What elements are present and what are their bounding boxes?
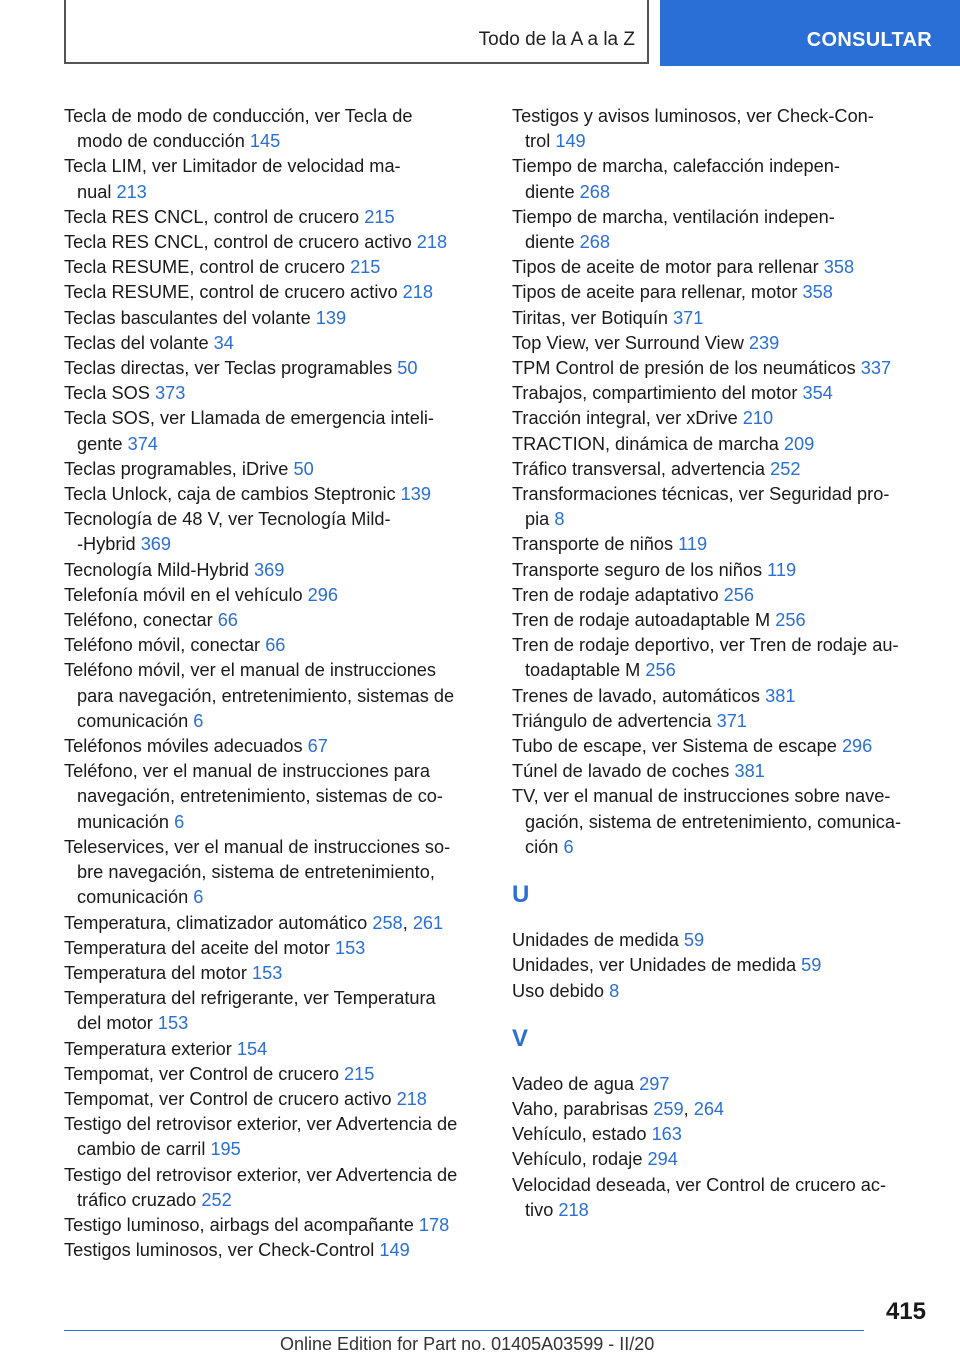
- index-entry: [64, 658, 484, 734]
- index-entry-text: TRACTION, dinámica de marcha: [512, 433, 779, 454]
- index-entry: [512, 734, 932, 759]
- page-reference-link[interactable]: 50: [397, 358, 418, 379]
- page-reference-link[interactable]: 119: [767, 559, 797, 580]
- page-reference-link[interactable]: 34: [213, 332, 234, 353]
- page-reference-link[interactable]: 369: [254, 559, 285, 580]
- index-entry: [512, 280, 932, 305]
- index-entry: [64, 482, 484, 507]
- page-reference-link[interactable]: 354: [802, 383, 833, 404]
- index-entry: [64, 961, 484, 986]
- page-reference-link[interactable]: 252: [201, 1189, 232, 1210]
- index-entry-text: toadaptable M: [525, 660, 641, 681]
- index-entry-text: nual: [77, 181, 112, 202]
- index-entry-text: cambio de carril: [77, 1139, 206, 1160]
- index-entry: [64, 1062, 484, 1087]
- index-entry-text: Teclas del volante: [64, 332, 209, 353]
- page-reference-link[interactable]: 6: [563, 836, 574, 857]
- index-entry-text: Temperatura del aceite del motor: [64, 937, 330, 958]
- page-reference-link[interactable]: 59: [801, 955, 822, 976]
- page-reference-link[interactable]: 215: [364, 206, 395, 227]
- page-reference-link[interactable]: 296: [841, 736, 873, 757]
- index-entry: [512, 205, 932, 255]
- index-entry-text: Tempomat, ver Control de crucero activo: [64, 1088, 392, 1109]
- page-reference-link[interactable]: 264: [693, 1098, 725, 1119]
- index-entry-text: Unidades de medida: [512, 930, 679, 951]
- index-entry: [512, 381, 932, 406]
- index-entry-text: Teléfono móvil, ver el manual de instrucciones: [64, 660, 437, 681]
- consult-button-label: CONSULTAR: [806, 29, 932, 51]
- page-reference-link[interactable]: 210: [742, 408, 774, 429]
- index-entry: [512, 1173, 932, 1223]
- page-reference-link[interactable]: 149: [555, 131, 586, 152]
- index-entry-text: Tubo de escape, ver Sistema de escape: [512, 736, 837, 757]
- page-reference-link[interactable]: 258: [372, 912, 403, 933]
- index-letter-heading: V: [512, 1024, 529, 1052]
- page-reference-link[interactable]: 218: [558, 1199, 589, 1220]
- index-entry: [512, 709, 932, 734]
- index-entry: [64, 1112, 484, 1162]
- index-entry-text: Trenes de lavado, automáticos: [512, 685, 761, 706]
- index-entry-text: Tiempo de marcha, calefacción indepen-: [512, 156, 840, 177]
- page-reference-link[interactable]: 8: [554, 509, 565, 530]
- index-entry-text: Tecla SOS: [64, 383, 150, 404]
- index-entry: [64, 583, 484, 608]
- page-number: 415: [885, 1298, 926, 1325]
- index-entry-text: Teclas programables, iDrive: [64, 458, 289, 479]
- index-entry: [512, 457, 932, 482]
- index-entry-text: Top View, ver Surround View: [512, 332, 744, 353]
- page-reference-link[interactable]: 373: [154, 383, 186, 404]
- index-entry-text: Testigos luminosos, ver Check-Control: [64, 1240, 375, 1261]
- index-entry-text: comunicación: [77, 710, 189, 731]
- index-entry: [512, 684, 932, 709]
- index-entry-text: Transporte de niños: [512, 534, 674, 555]
- index-entry: [64, 633, 484, 658]
- index-entry-text: TV, ver el manual de instrucciones sobre nave-: [512, 786, 891, 807]
- page-reference-link[interactable]: 6: [174, 811, 185, 832]
- index-entry-text: Uso debido: [512, 980, 605, 1001]
- index-entry-text: Vaho, parabrisas: [512, 1098, 649, 1119]
- page-reference-link[interactable]: 371: [673, 307, 704, 328]
- page-reference-link[interactable]: 153: [157, 1013, 189, 1034]
- index-entry-text: ción: [525, 836, 559, 857]
- index-entry-text: gación, sistema de entretenimiento, comunica-: [525, 811, 902, 832]
- index-entry-text: Tiritas, ver Botiquín: [512, 307, 668, 328]
- index-entry: [64, 306, 484, 331]
- index-entry-text: Tecla RES CNCL, control de crucero activo: [64, 232, 412, 253]
- page-reference-link[interactable]: 119: [678, 534, 708, 555]
- index-column-left: [64, 104, 484, 1263]
- index-entry-text: TPM Control de presión de los neumáticos: [512, 358, 856, 379]
- index-entry: [64, 734, 484, 759]
- index-entry: [64, 835, 484, 911]
- page-reference-link[interactable]: 59: [683, 930, 705, 951]
- index-entry-text: Tecnología Mild-Hybrid: [64, 559, 249, 580]
- index-entry-text: Tecla SOS, ver Llamada de emergencia inteli-: [64, 408, 434, 429]
- index-entry-text: diente: [525, 232, 575, 253]
- page-reference-link[interactable]: 50: [293, 458, 314, 479]
- index-entry: [512, 928, 932, 953]
- index-entry: [64, 205, 484, 230]
- index-entry: [64, 759, 484, 835]
- page-reference-link[interactable]: 252: [770, 458, 801, 479]
- index-entry-text: pia: [525, 509, 550, 530]
- index-entry-text: Testigo del retrovisor exterior, ver Advertencia de: [64, 1164, 458, 1185]
- page-reference-link[interactable]: 296: [307, 584, 339, 605]
- section-title: Todo de la A a la Z: [478, 29, 635, 50]
- index-entry-text: Tracción integral, ver xDrive: [512, 408, 738, 429]
- page-reference-link[interactable]: 256: [775, 610, 806, 631]
- index-entry-text: Tiempo de marcha, ventilación indepen-: [512, 206, 835, 227]
- page-reference-link[interactable]: 209: [783, 433, 815, 454]
- index-entry-text: Tecla Unlock, caja de cambios Steptronic: [64, 484, 396, 505]
- index-entry-text: tráfico cruzado: [77, 1189, 197, 1210]
- index-entry-text: Tecla RESUME, control de crucero: [64, 257, 345, 278]
- index-entry-text: Tecla RESUME, control de crucero activo: [64, 282, 398, 303]
- index-entry-text: Trabajos, compartimiento del motor: [512, 383, 798, 404]
- index-entry: [512, 532, 932, 557]
- index-entry-text: Teclas directas, ver Teclas programables: [64, 358, 393, 379]
- index-entry: [512, 583, 932, 608]
- page-reference-link[interactable]: 297: [639, 1073, 670, 1094]
- index-entry-text: Teléfono, conectar: [64, 610, 213, 631]
- index-entry-text: tivo: [525, 1199, 554, 1220]
- page-reference-link[interactable]: 256: [723, 584, 755, 605]
- index-entry-text: Teléfono, ver el manual de instrucciones para: [64, 761, 430, 782]
- index-entry-text: Teléfonos móviles adecuados: [64, 736, 303, 757]
- index-entry-text: Teléfono móvil, conectar: [64, 635, 261, 656]
- index-entry-text: bre navegación, sistema de entretenimiento,: [77, 862, 435, 883]
- index-entry: [512, 558, 932, 583]
- index-entry: [64, 255, 484, 280]
- index-entry-text: Tren de rodaje deportivo, ver Tren de rodaje au-: [512, 635, 899, 656]
- index-entry: [512, 979, 932, 1004]
- index-entry: [64, 1213, 484, 1238]
- page-reference-link[interactable]: 153: [252, 962, 283, 983]
- footer-divider: [64, 1330, 864, 1331]
- index-entry-text: Vehículo, estado: [512, 1124, 647, 1145]
- index-entry-text: Túnel de lavado de coches: [512, 761, 730, 782]
- page-reference-link[interactable]: 268: [579, 181, 610, 202]
- page-reference-link[interactable]: 67: [307, 736, 328, 757]
- index-entry: [64, 986, 484, 1036]
- page-reference-link[interactable]: 381: [734, 761, 765, 782]
- page-reference-link[interactable]: 374: [127, 433, 158, 454]
- index-entry-text: Testigo del retrovisor exterior, ver Advertencia de: [64, 1114, 458, 1135]
- index-letter-heading: U: [512, 881, 530, 909]
- index-entry-text: del motor: [77, 1013, 153, 1034]
- page-reference-link[interactable]: 371: [716, 710, 747, 731]
- page-reference-link[interactable]: 6: [193, 710, 204, 731]
- page-reference-link[interactable]: 218: [416, 232, 448, 253]
- index-entry-text: -Hybrid: [77, 534, 136, 555]
- index-entry: [512, 356, 932, 381]
- index-entry-text: Triángulo de advertencia: [512, 710, 712, 731]
- index-entry: [512, 482, 932, 532]
- page-reference-link[interactable]: 218: [402, 282, 433, 303]
- index-entry: [64, 1238, 484, 1263]
- index-entry: [64, 457, 484, 482]
- page-reference-link[interactable]: 66: [217, 610, 238, 631]
- index-entry-text: Transporte seguro de los niños: [512, 559, 763, 580]
- index-entry-text: Tecnología de 48 V, ver Tecnología Mild-: [64, 509, 391, 530]
- index-entry: [64, 331, 484, 356]
- index-entry-text: gente: [77, 433, 123, 454]
- consult-button[interactable]: [660, 0, 960, 66]
- page-reference-link[interactable]: 195: [210, 1139, 241, 1160]
- page-reference-link[interactable]: 213: [116, 181, 147, 202]
- index-entry-text: Vehículo, rodaje: [512, 1149, 643, 1170]
- index-entry-text: comunicación: [77, 887, 189, 908]
- index-entry: [64, 280, 484, 305]
- page-reference-link[interactable]: 145: [249, 131, 281, 152]
- index-entry: [512, 406, 932, 431]
- page-reference-link[interactable]: 337: [860, 358, 892, 379]
- index-entry-text: Tecla de modo de conducción, ver Tecla de: [64, 106, 413, 126]
- page-reference-link[interactable]: 215: [344, 1063, 375, 1084]
- page-reference-link[interactable]: 154: [236, 1038, 268, 1059]
- index-entry-text: para navegación, entretenimiento, sistemas de: [77, 685, 455, 706]
- index-entry-text: Teleservices, ver el manual de instrucciones so-: [64, 836, 451, 857]
- page-reference-link[interactable]: 358: [823, 257, 855, 278]
- page-reference-link[interactable]: 163: [651, 1124, 682, 1145]
- index-entry: [64, 230, 484, 255]
- index-entry: [512, 306, 932, 331]
- page-reference-link[interactable]: 215: [350, 257, 381, 278]
- index-entry-text: Telefonía móvil en el vehículo: [64, 584, 303, 605]
- index-entry-text: Tráfico transversal, advertencia: [512, 458, 766, 479]
- index-entry-text: Temperatura exterior: [64, 1038, 232, 1059]
- index-entry-text: Tecla RES CNCL, control de crucero: [64, 206, 360, 227]
- page-reference-link[interactable]: 268: [579, 232, 610, 253]
- header-title-tab: [64, 0, 649, 64]
- page-reference-link[interactable]: 256: [645, 660, 676, 681]
- index-entry: [512, 104, 932, 154]
- index-column-right: [512, 104, 932, 1223]
- index-entry-text: Tren de rodaje autoadaptable M: [512, 610, 771, 631]
- index-entry-text: navegación, entretenimiento, sistemas de co-: [77, 786, 443, 807]
- index-entry-text: Unidades, ver Unidades de medida: [512, 955, 797, 976]
- index-entry-text: Vadeo de agua: [512, 1073, 635, 1094]
- index-entry: [64, 558, 484, 583]
- page-reference-link[interactable]: 259: [653, 1098, 684, 1119]
- index-entry-text: Tren de rodaje adaptativo: [512, 584, 719, 605]
- page-reference-link[interactable]: 153: [334, 937, 366, 958]
- index-entry-text: Transformaciones técnicas, ver Seguridad pro-: [512, 484, 890, 505]
- page-reference-link[interactable]: 358: [802, 282, 833, 303]
- index-entry: [512, 154, 932, 204]
- index-entry-text: Testigo luminoso, airbags del acompañante: [64, 1214, 414, 1235]
- edition-text: Online Edition for Part no. 01405A03599 - II/20: [280, 1334, 655, 1354]
- index-entry: [512, 608, 932, 633]
- page-reference-link[interactable]: 261: [412, 912, 444, 933]
- index-entry: [512, 331, 932, 356]
- index-entry-text: Teclas basculantes del volante: [64, 307, 311, 328]
- index-entry: [64, 507, 484, 557]
- index-entry: [512, 784, 932, 860]
- index-entry-text: Temperatura, climatizador automático: [64, 912, 368, 933]
- index-entry-text: Temperatura del refrigerante, ver Temperatura: [64, 988, 436, 1009]
- page-reference-link[interactable]: 149: [379, 1240, 410, 1261]
- page-reference-link[interactable]: 218: [396, 1088, 427, 1109]
- index-entry-text: trol: [525, 131, 551, 152]
- index-entry: [512, 633, 932, 683]
- index-entry: [64, 381, 484, 406]
- index-entry: [64, 406, 484, 456]
- index-entry-text: Tempomat, ver Control de crucero: [64, 1063, 339, 1084]
- index-entry: [512, 759, 932, 784]
- index-entry: [64, 1087, 484, 1112]
- index-entry-text: Temperatura del motor: [64, 962, 247, 983]
- index-entry-text: Tipos de aceite para rellenar, motor: [512, 282, 798, 303]
- index-entry: [64, 104, 484, 154]
- index-entry: [512, 432, 932, 457]
- index-entry: Temperatura, climatizador automático 258, 261: [64, 912, 444, 933]
- page-reference-link[interactable]: 139: [315, 307, 347, 328]
- page-reference-link[interactable]: 8: [609, 980, 620, 1001]
- index-entry: [512, 255, 932, 280]
- index-entry: [64, 1163, 484, 1213]
- index-entry-text: modo de conducción: [77, 131, 245, 152]
- page-reference-link[interactable]: 66: [265, 635, 286, 656]
- page-reference-link[interactable]: 139: [400, 484, 431, 505]
- page-reference-link[interactable]: 178: [418, 1214, 450, 1235]
- index-entry: [512, 1072, 932, 1097]
- index-entry: [64, 356, 484, 381]
- index-entry: [64, 154, 484, 204]
- page-reference-link[interactable]: 369: [140, 534, 172, 555]
- index-entry: [512, 1122, 932, 1147]
- index-entry-text: diente: [525, 181, 575, 202]
- index-entry: [64, 1037, 484, 1062]
- page-reference-link[interactable]: 6: [193, 887, 204, 908]
- index-entry: Vaho, parabrisas 259, 264: [512, 1098, 725, 1119]
- index-entry-text: Tipos de aceite de motor para rellenar: [512, 257, 819, 278]
- index-entry: [512, 1147, 932, 1172]
- index-entry-text: municación: [77, 811, 169, 832]
- index-entry: [64, 608, 484, 633]
- page-reference-link[interactable]: 381: [765, 685, 796, 706]
- index-entry: [512, 953, 932, 978]
- index-entry-text: Velocidad deseada, ver Control de crucero ac-: [512, 1174, 887, 1195]
- index-entry: [64, 936, 484, 961]
- page-reference-link[interactable]: 239: [748, 332, 780, 353]
- page-reference-link[interactable]: 294: [647, 1149, 678, 1170]
- index-entry-text: Tecla LIM, ver Limitador de velocidad ma-: [64, 156, 401, 177]
- index-entry-text: Testigos y avisos luminosos, ver Check-Con-: [512, 106, 874, 126]
